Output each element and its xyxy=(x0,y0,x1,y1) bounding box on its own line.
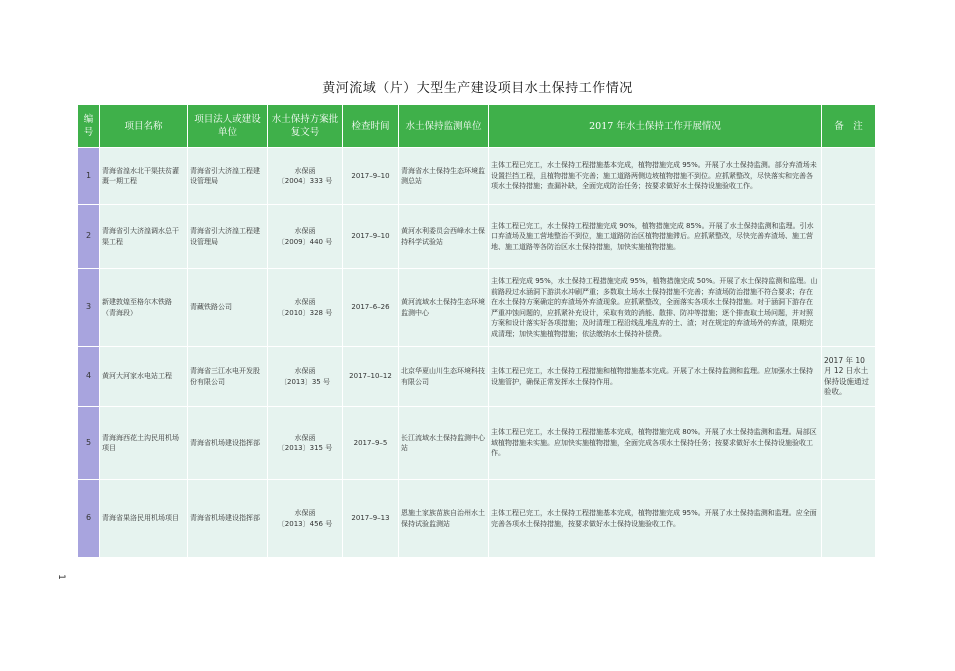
row-number: 3 xyxy=(78,269,100,347)
project-name-cell: 新建敦煌至格尔木铁路（青海段） xyxy=(100,269,188,347)
remark-cell xyxy=(822,205,876,269)
project-table xyxy=(77,104,876,558)
owner-cell: 青海省机场建设指挥部 xyxy=(188,407,268,480)
approval-prefix: 水保函 xyxy=(294,166,316,175)
table-row xyxy=(78,347,876,407)
progress-cell: 主体工程已完工，水土保持工程措施和植物措施基本完成。开展了水土保持监测和监理。应加强水土保持设施管护，确保正常发挥水土保持作用。 xyxy=(489,347,822,407)
remark-cell xyxy=(822,480,876,558)
check-date-cell: 2017–9–13 xyxy=(343,480,399,558)
project-name-cell: 黄河大河家水电站工程 xyxy=(100,347,188,407)
project-name-cell: 青海省湟水北干渠扶贫灌溉一期工程 xyxy=(100,148,188,205)
owner-cell: 青海省机场建设指挥部 xyxy=(188,480,268,558)
header-no: 编号 xyxy=(78,105,100,148)
page-number: 1 xyxy=(56,574,66,580)
row-number: 6 xyxy=(78,480,100,558)
approval-prefix: 水保函 xyxy=(294,509,316,517)
project-name-cell: 青海省引大济湟调水总干渠工程 xyxy=(100,205,188,269)
check-date-cell: 2017–9–5 xyxy=(343,407,399,480)
header-project-name: 项目名称 xyxy=(100,105,188,148)
table-row xyxy=(78,269,876,347)
approval-number: 〔2013〕35 号 xyxy=(280,377,330,386)
row-number: 4 xyxy=(78,347,100,407)
row-number: 1 xyxy=(78,148,100,205)
approval-prefix: 水保函 xyxy=(294,227,316,235)
check-date-cell: 2017–10–12 xyxy=(343,347,399,407)
project-name-cell: 青海海西花土沟民用机场项目 xyxy=(100,407,188,480)
remark-cell xyxy=(822,407,876,480)
remark-cell xyxy=(822,148,876,205)
approval-prefix: 水保函 xyxy=(294,298,316,306)
approval-prefix: 水保函 xyxy=(294,433,316,442)
header-owner: 项目法人或建设单位 xyxy=(188,105,268,148)
approval-number: 〔2010〕328 号 xyxy=(277,308,333,317)
check-date-cell: 2017–9–10 xyxy=(343,148,399,205)
monitor-cell: 黄河流域水土保持生态环境监测中心 xyxy=(399,269,489,347)
header-check-date: 检查时间 xyxy=(343,105,399,148)
remark-cell: 2017 年 10 月 12 日水土保持设施通过验收。 xyxy=(822,347,876,407)
header-remark: 备 注 xyxy=(822,105,876,148)
monitor-cell: 黄河水利委员会西峰水土保持科学试验站 xyxy=(399,205,489,269)
table-row xyxy=(78,480,876,558)
page-title: 黄河流域（片）大型生产建设项目水土保持工作情况 xyxy=(322,81,633,96)
table-row xyxy=(78,205,876,269)
approval-number: 〔2004〕333 号 xyxy=(277,177,333,185)
approval-cell xyxy=(268,205,343,269)
table-header-row xyxy=(78,105,876,148)
progress-cell: 主体工程已完工，水土保持工程措施完成 90%，植物措施完成 85%。开展了水土保持监测和监理。引水口弃渣场及施工营地整治不到位，施工道路防治区植物措施滞后。应抓紧整改，尽快完善弃渣场、施工营地、施工道路等各防治区水土保持措施，加快实施植物措施。 xyxy=(489,205,822,269)
approval-prefix: 水保函 xyxy=(294,367,316,375)
monitor-cell: 北京华夏山川生态环境科技有限公司 xyxy=(399,347,489,407)
table-row xyxy=(78,148,876,205)
header-approval: 水土保持方案批复文号 xyxy=(268,105,343,148)
monitor-cell: 青海省水土保持生态环境监测总站 xyxy=(399,148,489,205)
progress-cell: 主体工程已完工，水土保持工程措施基本完成，植物措施完成 80%。开展了水土保持监测和监理。局部区域植物措施未实施。应加快实施植物措施，全面完成各项水土保持任务；按要求做好水土保持设施验收工作。 xyxy=(489,407,822,480)
monitor-cell: 恩施土家族苗族自治州水土保持试验监测站 xyxy=(399,480,489,558)
approval-cell xyxy=(268,407,343,480)
project-name-cell: 青海省果洛民用机场项目 xyxy=(100,480,188,558)
approval-cell xyxy=(268,347,343,407)
owner-cell: 青海省引大济湟工程建设管理局 xyxy=(188,205,268,269)
monitor-cell: 长江流域水土保持监测中心站 xyxy=(399,407,489,480)
remark-cell xyxy=(822,269,876,347)
header-progress: 2017 年水土保持工作开展情况 xyxy=(489,105,822,148)
row-number: 5 xyxy=(78,407,100,480)
owner-cell: 青海省引大济湟工程建设管理局 xyxy=(188,148,268,205)
row-number: 2 xyxy=(78,205,100,269)
approval-cell xyxy=(268,148,343,205)
progress-cell: 主体工程已完工，水土保持工程措施基本完成，植物措施完成 95%。开展了水土保持监测和监理。应全面完善各项水土保持措施，按要求做好水土保持设施验收工作。 xyxy=(489,480,822,558)
progress-cell: 主体工程完成 95%，水土保持工程措施完成 95%，植物措施完成 50%。开展了水土保持监测和监理。山前路段过水涵洞下游洪水冲刷严重；多数取土场水土保持措施不完善；弃渣场防治措施不符合要求；存在在水土保持方案确定的弃渣场外弃渣现象。应抓紧整改，全面落实各项水土保持措施。对于涵洞下游存在严重冲蚀问题的，应抓紧补充设计，采取有效的消能、散排、防冲等措施；逐个排查取土场问题，并对照方案和设计落实好各项措施；及时清理工程沿线乱堆乱弃的土、渣；对在规定的弃渣场外的弃渣，限期完成清理；加快实施植物措施；依法缴纳水土保持补偿费。 xyxy=(489,269,822,347)
approval-number: 〔2013〕456 号 xyxy=(277,519,333,528)
approval-number: 〔2009〕440 号 xyxy=(277,237,333,246)
check-date-cell: 2017–9–10 xyxy=(343,205,399,269)
approval-cell xyxy=(268,480,343,558)
check-date-cell: 2017–6–26 xyxy=(343,269,399,347)
approval-number: 〔2013〕315 号 xyxy=(277,444,333,452)
approval-cell xyxy=(268,269,343,347)
owner-cell: 青海省三江水电开发股份有限公司 xyxy=(188,347,268,407)
owner-cell: 青藏铁路公司 xyxy=(188,269,268,347)
header-monitor: 水土保持监测单位 xyxy=(399,105,489,148)
progress-cell: 主体工程已完工，水土保持工程措施基本完成，植物措施完成 95%。开展了水土保持监测。部分弃渣场未设置拦挡工程，且植物措施不完善；施工道路两侧边坡植物措施不到位。应抓紧整改，尽快落实和完善各项水土保持措施；查漏补缺，全面完成防治任务；按要求做好水土保持设施验收工作。 xyxy=(489,148,822,205)
table-row xyxy=(78,407,876,480)
